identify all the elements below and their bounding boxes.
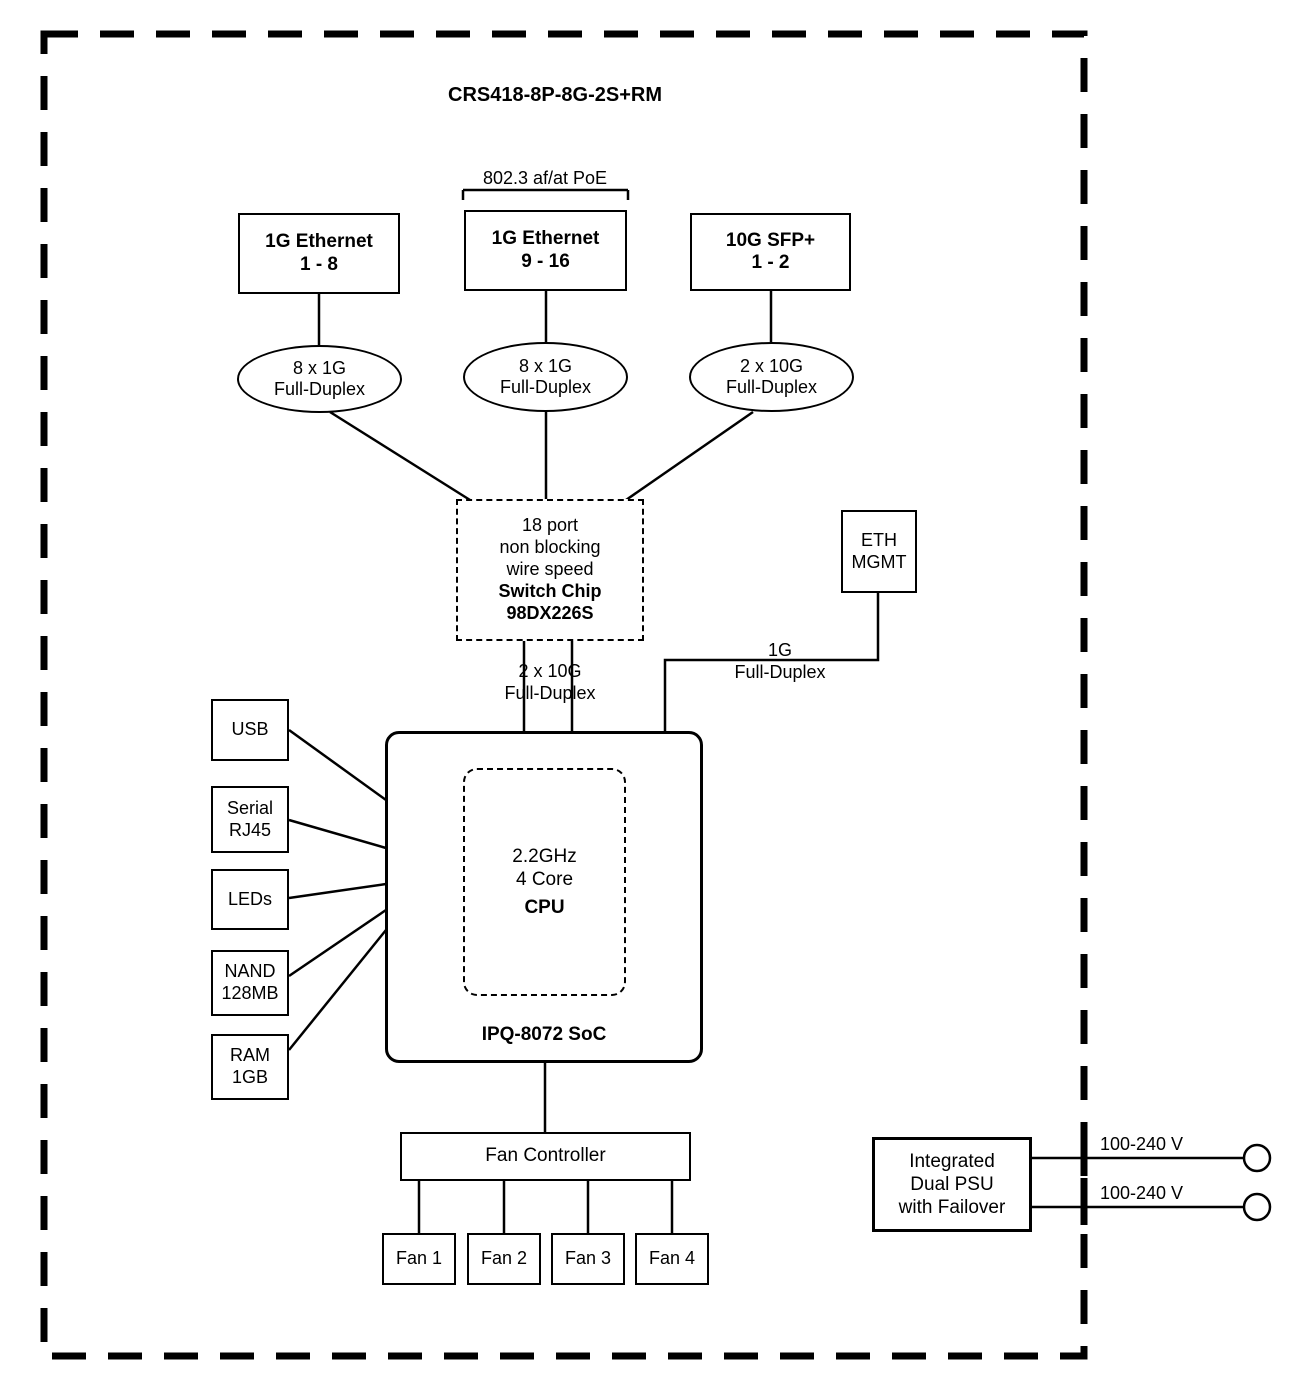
port-block-eth-9-16-line1: 1G Ethernet (491, 228, 600, 250)
mgmt-link-label (680, 640, 880, 684)
soc-block[interactable] (385, 731, 703, 1063)
edge-link1-switch (330, 412, 470, 500)
port-block-eth-1-8-line2: 1 - 8 (299, 253, 339, 275)
poe-bracket (463, 190, 628, 200)
edge-link3-switch (626, 412, 753, 500)
eth-mgmt-line1: ETH (861, 530, 897, 551)
fan-controller-block[interactable] (400, 1132, 691, 1181)
link-speed-eth-9-16-line2: Full-Duplex (499, 377, 592, 397)
port-block-eth-1-8[interactable] (238, 213, 400, 294)
mgmt-link-label-line2: Full-Duplex (734, 661, 826, 682)
peripheral-ram[interactable] (211, 1034, 289, 1100)
peripheral-usb[interactable] (211, 699, 289, 761)
fan-controller-label: Fan Controller (485, 1145, 606, 1167)
edge-ram-soc (289, 930, 386, 1050)
peripheral-usb-line1: USB (231, 719, 269, 740)
psu-line2: Dual PSU (910, 1173, 994, 1195)
psu-input-2-label: 100-240 V (1100, 1183, 1184, 1203)
cpu-block[interactable] (463, 768, 626, 996)
psu-line3: with Failover (898, 1197, 1006, 1219)
peripheral-nand-line1: NAND (224, 961, 276, 982)
link-speed-eth-1-8 (237, 345, 402, 413)
mgmt-link-label-line1: 1G (767, 640, 792, 660)
switch-chip-line4: Switch Chip (498, 580, 602, 601)
fan-3-block[interactable] (551, 1233, 625, 1285)
fan-4-block[interactable] (635, 1233, 709, 1285)
peripheral-leds[interactable] (211, 869, 289, 930)
link-speed-sfp-1-2 (689, 342, 854, 412)
switch-chip-line3: wire speed (506, 559, 594, 580)
switch-to-soc-label-line2: Full-Duplex (504, 682, 596, 703)
edge-nand-soc (289, 910, 386, 976)
soc-label: IPQ-8072 SoC (481, 1024, 607, 1045)
port-block-eth-1-8-line1: 1G Ethernet (265, 231, 373, 253)
poe-label: 802.3 af/at PoE (482, 168, 608, 188)
peripheral-nand-line2: 128MB (221, 983, 279, 1003)
eth-mgmt-block[interactable] (841, 510, 917, 593)
cpu-line1: 2.2GHz (512, 846, 577, 868)
cpu-label: CPU (524, 896, 565, 918)
peripheral-leds-line1: LEDs (227, 888, 272, 909)
switch-to-soc-label (450, 661, 650, 705)
eth-mgmt-line2: MGMT (851, 551, 907, 572)
switch-chip-line1: 18 port (521, 515, 579, 536)
peripheral-ram-line2: 1GB (231, 1067, 269, 1087)
fan-4-label: Fan 4 (648, 1248, 696, 1269)
edge-serial-soc (289, 820, 386, 848)
edge-leds-soc (289, 884, 386, 898)
psu-line1: Integrated (909, 1150, 995, 1172)
peripheral-ram-line1: RAM (230, 1045, 270, 1066)
switch-chip-block[interactable] (456, 499, 644, 641)
fan-2-block[interactable] (467, 1233, 541, 1285)
fan-2-label: Fan 2 (480, 1248, 528, 1269)
port-block-sfp-1-2[interactable] (690, 213, 851, 291)
port-block-sfp-1-2-line1: 10G SFP+ (725, 229, 816, 251)
psu-block[interactable] (872, 1137, 1032, 1232)
fan-1-block[interactable] (382, 1233, 456, 1285)
switch-to-soc-label-line1: 2 x 10G (518, 661, 582, 681)
link-speed-eth-9-16 (463, 342, 628, 412)
link-speed-sfp-1-2-line2: Full-Duplex (725, 377, 818, 397)
link-speed-eth-1-8-line1: 8 x 1G (292, 357, 347, 378)
switch-chip-line5: 98DX226S (506, 602, 594, 623)
fan-1-label: Fan 1 (395, 1248, 443, 1269)
fan-3-label: Fan 3 (564, 1248, 612, 1269)
diagram-title: CRS418-8P-8G-2S+RM (448, 84, 662, 106)
switch-chip-line2: non blocking (499, 537, 601, 558)
peripheral-nand[interactable] (211, 950, 289, 1016)
link-speed-eth-9-16-line1: 8 x 1G (518, 355, 573, 376)
link-speed-eth-1-8-line2: Full-Duplex (273, 379, 366, 399)
cpu-line2: 4 Core (515, 869, 574, 891)
peripheral-serial-rj45[interactable] (211, 786, 289, 853)
port-block-eth-9-16-line2: 9 - 16 (521, 250, 570, 272)
port-block-sfp-1-2-line2: 1 - 2 (751, 252, 790, 273)
peripheral-serial-line1: Serial (226, 797, 274, 818)
edge-usb-soc (289, 730, 386, 800)
link-speed-sfp-1-2-line1: 2 x 10G (739, 355, 804, 376)
psu-input-1-label: 100-240 V (1100, 1134, 1184, 1154)
port-block-eth-9-16[interactable] (464, 210, 627, 291)
peripheral-serial-line2: RJ45 (228, 819, 272, 840)
